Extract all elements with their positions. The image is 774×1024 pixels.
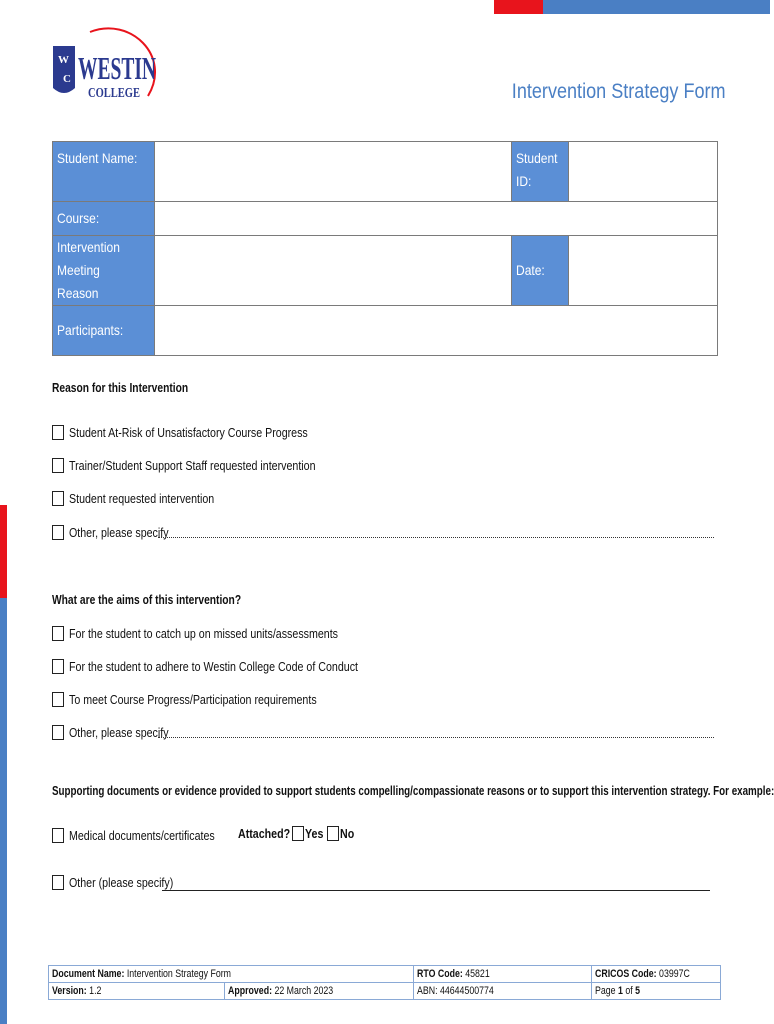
docs-option-medical[interactable] bbox=[52, 828, 247, 843]
footer-approved-label: Approved: bbox=[227, 985, 272, 997]
reason-field[interactable] bbox=[155, 236, 512, 306]
footer-page bbox=[591, 983, 720, 1000]
attached-no-checkbox[interactable] bbox=[327, 826, 339, 841]
date-label: Date: bbox=[515, 262, 545, 278]
date-label-cell bbox=[511, 236, 568, 306]
footer-doc-name-label: Document Name: bbox=[52, 968, 125, 980]
reason-other-specify-line[interactable] bbox=[158, 537, 714, 538]
student-name-label-cell bbox=[53, 142, 155, 202]
footer-page-current: 1 bbox=[617, 985, 623, 997]
docs-other-specify-line[interactable] bbox=[162, 890, 710, 891]
footer-version-label: Version: bbox=[52, 985, 87, 997]
reason-option-label: Student requested intervention bbox=[69, 491, 215, 506]
footer-rto-label: RTO Code: bbox=[417, 968, 464, 980]
footer-approved bbox=[224, 983, 414, 1000]
logo-main-text: WESTIN bbox=[78, 50, 156, 86]
footer-abn bbox=[414, 983, 592, 1000]
aims-option-label: For the student to catch up on missed units/assessments bbox=[69, 626, 339, 641]
attached-yes-label: Yes bbox=[305, 826, 324, 841]
footer-abn-text: ABN: 44644500774 bbox=[417, 985, 495, 997]
footer-approved-value: 22 March 2023 bbox=[274, 985, 333, 997]
student-info-table bbox=[52, 141, 718, 356]
logo-emblem-letter-c: C bbox=[63, 73, 71, 85]
footer-page-total: 5 bbox=[635, 985, 641, 997]
student-id-field[interactable] bbox=[569, 142, 718, 202]
top-accent-red bbox=[494, 0, 543, 14]
footer-version bbox=[49, 983, 225, 1000]
reason-label-line1: Intervention bbox=[57, 239, 120, 255]
top-accent-blue bbox=[543, 0, 770, 14]
footer-doc-name-value: Intervention Strategy Form bbox=[126, 968, 232, 980]
reason-option-label: Student At-Risk of Unsatisfactory Course Progress bbox=[69, 425, 308, 440]
checkbox[interactable] bbox=[52, 875, 64, 890]
footer-cricos bbox=[591, 966, 720, 983]
docs-option-other[interactable] bbox=[52, 875, 196, 890]
aims-option-label: Other, please specify bbox=[69, 725, 169, 740]
reason-section-heading: Reason for this Intervention bbox=[52, 381, 189, 395]
reason-option-label: Other, please specify bbox=[69, 525, 169, 540]
course-label-cell bbox=[53, 202, 155, 236]
docs-option-label: Other (please specify) bbox=[69, 875, 174, 890]
reason-label-cell bbox=[53, 236, 155, 306]
participants-field[interactable] bbox=[155, 306, 718, 356]
footer-page-prefix: Page bbox=[594, 985, 616, 997]
footer-version-value: 1.2 bbox=[89, 985, 102, 997]
reason-option-student-requested[interactable] bbox=[52, 491, 246, 506]
reason-label-line3: Reason bbox=[57, 285, 99, 301]
student-name-field[interactable] bbox=[155, 142, 512, 202]
checkbox[interactable] bbox=[52, 626, 64, 641]
reason-option-label: Trainer/Student Support Staff requested intervention bbox=[69, 458, 316, 473]
student-id-label-line1: Student bbox=[515, 150, 558, 166]
course-field[interactable] bbox=[155, 202, 718, 236]
footer-rto bbox=[414, 966, 592, 983]
checkbox[interactable] bbox=[52, 525, 64, 540]
aims-option-course-progress[interactable] bbox=[52, 692, 371, 707]
footer-doc-name bbox=[49, 966, 414, 983]
aims-other-specify-line[interactable] bbox=[158, 737, 714, 738]
attached-group bbox=[238, 826, 357, 841]
attached-yes-checkbox[interactable] bbox=[292, 826, 304, 841]
footer-rto-value: 45821 bbox=[465, 968, 491, 980]
participants-label-cell bbox=[53, 306, 155, 356]
logo-emblem-letter-w: W bbox=[58, 54, 69, 66]
reason-option-at-risk[interactable] bbox=[52, 425, 360, 440]
checkbox[interactable] bbox=[52, 491, 64, 506]
student-name-label: Student Name: bbox=[57, 150, 138, 166]
reason-option-staff-requested[interactable] bbox=[52, 458, 370, 473]
side-accent-blue bbox=[0, 598, 7, 1024]
westin-college-logo bbox=[50, 26, 165, 110]
checkbox[interactable] bbox=[52, 659, 64, 674]
reason-label-line2: Meeting bbox=[57, 262, 100, 278]
footer-cricos-value: 03997C bbox=[659, 968, 690, 980]
attached-label: Attached? bbox=[238, 826, 291, 841]
aims-option-label: To meet Course Progress/Participation requirements bbox=[69, 692, 317, 707]
aims-option-label: For the student to adhere to Westin College Code of Conduct bbox=[69, 659, 358, 674]
docs-option-label: Medical documents/certificates bbox=[69, 828, 215, 843]
document-footer bbox=[48, 965, 721, 1000]
logo-sub-text: COLLEGE bbox=[88, 86, 140, 101]
aims-option-catch-up[interactable] bbox=[52, 626, 397, 641]
aims-option-code-of-conduct[interactable] bbox=[52, 659, 421, 674]
student-id-label-line2: ID: bbox=[515, 173, 532, 189]
attached-no-label: No bbox=[340, 826, 355, 841]
checkbox[interactable] bbox=[52, 692, 64, 707]
course-label: Course: bbox=[57, 210, 100, 226]
checkbox[interactable] bbox=[52, 828, 64, 843]
checkbox[interactable] bbox=[52, 458, 64, 473]
form-title: Intervention Strategy Form bbox=[512, 80, 726, 103]
aims-section-heading: What are the aims of this intervention? bbox=[52, 593, 242, 607]
checkbox[interactable] bbox=[52, 425, 64, 440]
docs-section-heading: Supporting documents or evidence provided to support students compelling/compassionate reasons or to support this intervention strategy. For example: bbox=[52, 784, 774, 798]
checkbox[interactable] bbox=[52, 725, 64, 740]
footer-page-of: of bbox=[625, 985, 633, 997]
side-accent-red bbox=[0, 505, 7, 598]
date-field[interactable] bbox=[569, 236, 718, 306]
student-id-label-cell bbox=[511, 142, 568, 202]
footer-cricos-label: CRICOS Code: bbox=[594, 968, 657, 980]
participants-label: Participants: bbox=[57, 322, 124, 338]
